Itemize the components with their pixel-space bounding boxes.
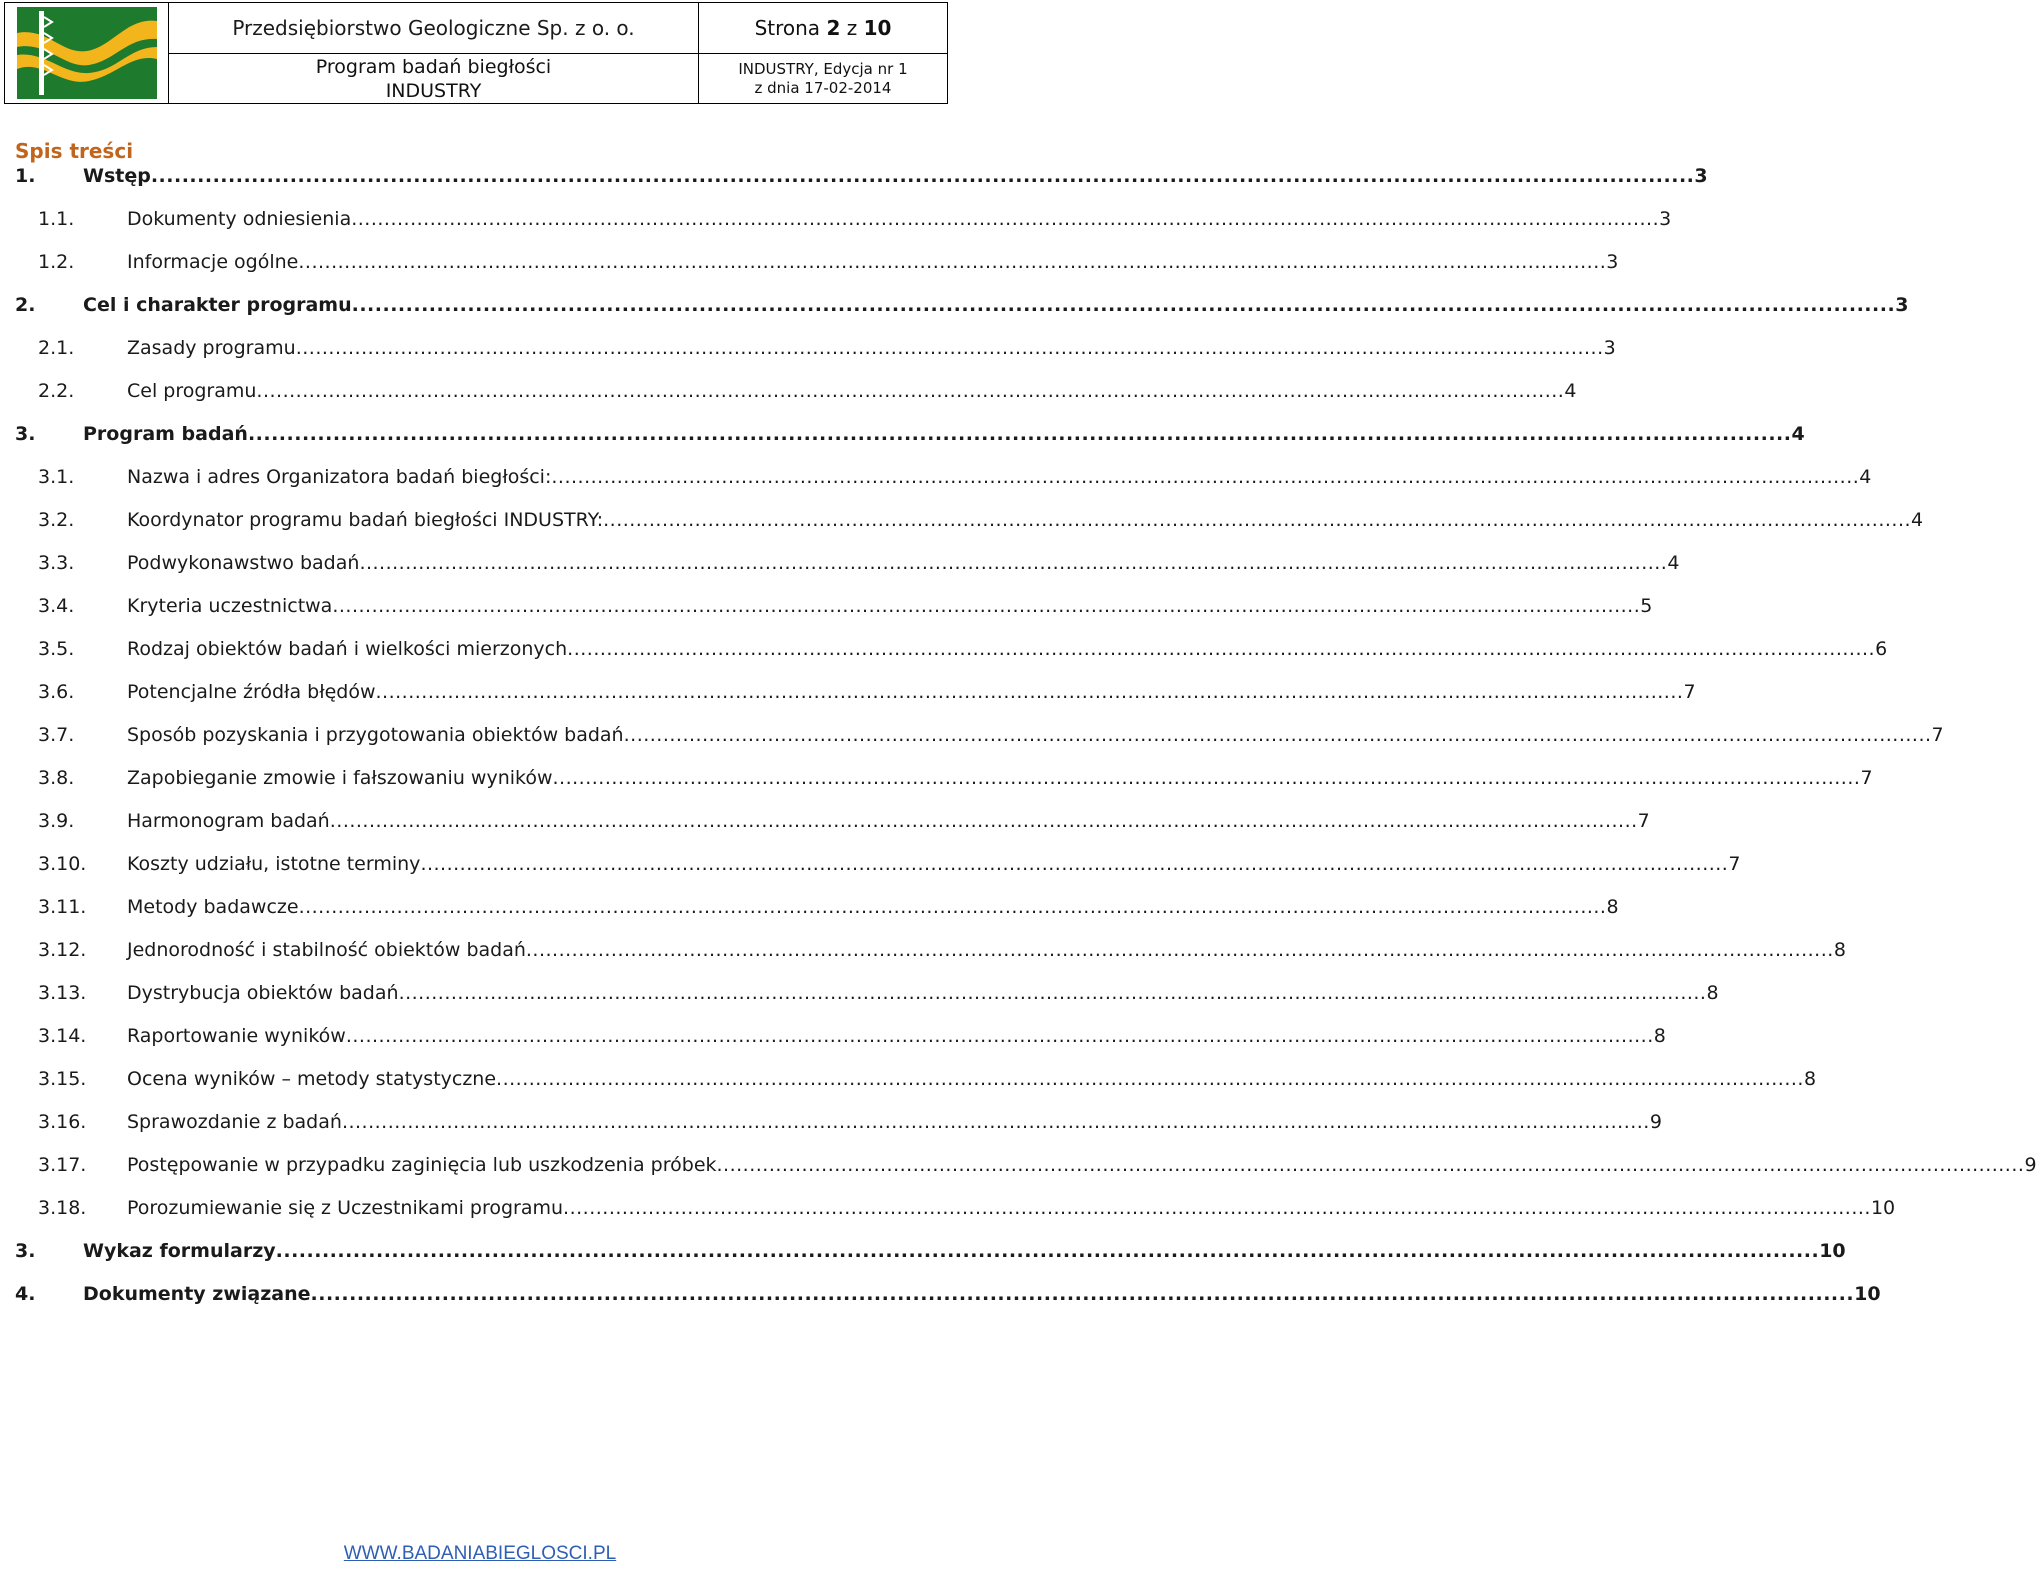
toc-entry-page: 10 [1870, 1197, 1896, 1219]
toc-entry[interactable] [38, 638, 1888, 666]
toc-entry-page: 8 [1833, 939, 1846, 961]
toc-entry-title: Dokumenty związane [83, 1283, 311, 1305]
toc-entry[interactable] [15, 1283, 1881, 1311]
toc-entry-number: 3.14. [38, 1025, 87, 1047]
toc-entry-number: 3.7. [38, 724, 75, 746]
toc-entry-leader: ........................................................................................................................................................................................................ [332, 595, 1641, 617]
toc-entry-page: 10 [1819, 1240, 1846, 1262]
toc-entry-number: 3.2. [38, 509, 75, 531]
toc-entry-number: 3.18. [38, 1197, 87, 1219]
toc-entry-number: 3.5. [38, 638, 75, 660]
toc-entry-leader: ........................................................................................................................................................................................................ [310, 1283, 1855, 1305]
toc-entry-page: 3 [1694, 165, 1708, 187]
toc-entry-leader: ........................................................................................................................................................................................................ [716, 1154, 2025, 1176]
toc-entry-leader: ........................................................................................................................................................................................................ [603, 509, 1912, 531]
toc-entry-leader: ........................................................................................................................................................................................................ [525, 939, 1834, 961]
toc-entry-title: Rodzaj obiektów badań i wielkości mierzonych [127, 638, 568, 660]
page-current: 2 [826, 16, 841, 40]
toc-entry-page: 9 [1649, 1111, 1662, 1133]
toc-entry[interactable] [38, 595, 1653, 623]
toc-entry-title: Porozumiewanie się z Uczestnikami programu [127, 1197, 564, 1219]
toc-entry-title: Harmonogram badań [127, 810, 330, 832]
toc-entry[interactable] [38, 466, 1872, 494]
toc-entry-number: 3.9. [38, 810, 75, 832]
toc-entry-title: Cel programu [127, 380, 257, 402]
toc-entry-number: 3.3. [38, 552, 75, 574]
toc-entry[interactable] [38, 681, 1696, 709]
toc-entry[interactable] [38, 251, 1619, 279]
toc-entry-title: Zasady programu [127, 337, 296, 359]
toc-entry-title: Sposób pozyskania i przygotowania obiektów badań [127, 724, 624, 746]
edition-info [699, 54, 947, 103]
toc-entry-leader: ........................................................................................................................................................................................................ [563, 1197, 1871, 1219]
toc-entry-leader: ........................................................................................................................................................................................................ [345, 1025, 1654, 1047]
toc-entry-title: Dystrybucja obiektów badań [127, 982, 399, 1004]
toc-entry-number: 3.12. [38, 939, 87, 961]
program-line-2: INDUSTRY [385, 79, 482, 102]
toc-entry-page: 4 [1564, 380, 1577, 402]
toc-entry[interactable] [38, 1111, 1662, 1139]
toc-entry-leader: ........................................................................................................................................................................................................ [329, 810, 1638, 832]
logo-cell [5, 3, 169, 103]
edition-line-1: INDUSTRY, Edycja nr 1 [738, 59, 908, 78]
toc-entry-page: 6 [1875, 638, 1888, 660]
toc-entry-page: 8 [1653, 1025, 1666, 1047]
toc-entry-number: 1. [15, 165, 36, 187]
toc-entry-title: Program badań [83, 423, 248, 445]
toc-entry-title: Cel i charakter programu [83, 294, 352, 316]
toc-entry-number: 3.4. [38, 595, 75, 617]
toc-entry-number: 2.1. [38, 337, 75, 359]
toc-entry-page: 9 [2024, 1154, 2037, 1176]
toc-entry-leader: ........................................................................................................................................................................................................ [552, 767, 1861, 789]
toc-entry-page: 4 [1911, 509, 1924, 531]
toc-entry-number: 3.17. [38, 1154, 87, 1176]
toc-entry[interactable] [38, 1068, 1817, 1096]
toc-entry-page: 3 [1895, 294, 1909, 316]
toc-entry-number: 4. [15, 1283, 36, 1305]
toc-title: Spis treści [15, 139, 134, 163]
toc-entry-number: 3.10. [38, 853, 87, 875]
page-number [699, 3, 947, 54]
toc-entry-page: 4 [1859, 466, 1872, 488]
toc-entry[interactable] [38, 1154, 2037, 1182]
toc-entry-leader: ........................................................................................................................................................................................................ [359, 552, 1668, 574]
toc-entry[interactable] [15, 423, 1805, 451]
toc-entry-number: 3.13. [38, 982, 87, 1004]
toc-entry-title: Informacje ogólne [127, 251, 299, 273]
toc-entry[interactable] [38, 896, 1619, 924]
toc-entry-title: Sprawozdanie z badań [127, 1111, 342, 1133]
toc-entry-title: Nazwa i adres Organizatora badań biegłości: [127, 466, 552, 488]
toc-entry-page: 7 [1860, 767, 1873, 789]
toc-entry-page: 5 [1640, 595, 1653, 617]
toc-entry-number: 3.6. [38, 681, 75, 703]
toc-entry-page: 4 [1791, 423, 1805, 445]
toc-entry-title: Kryteria uczestnictwa [127, 595, 333, 617]
toc-entry-leader: ........................................................................................................................................................................................................ [420, 853, 1729, 875]
toc-entry-number: 3. [15, 423, 36, 445]
toc-entry-title: Podwykonawstwo badań [127, 552, 360, 574]
toc-entry-leader: ........................................................................................................................................................................................................ [247, 423, 1792, 445]
toc-entry-title: Ocena wyników – metody statystyczne [127, 1068, 497, 1090]
toc-entry-page: 3 [1659, 208, 1672, 230]
page-of: z [846, 16, 858, 40]
toc-entry-leader: ........................................................................................................................................................................................................ [623, 724, 1932, 746]
toc-entry[interactable] [38, 939, 1846, 967]
company-name: Przedsiębiorstwo Geologiczne Sp. z o. o. [169, 3, 699, 54]
toc-entry-number: 3.1. [38, 466, 75, 488]
toc-entry[interactable] [15, 294, 1909, 322]
toc-entry-leader: ........................................................................................................................................................................................................ [275, 1240, 1820, 1262]
toc-entry-leader: ........................................................................................................................................................................................................ [567, 638, 1876, 660]
edition-line-2: z dnia 17-02-2014 [754, 78, 892, 97]
toc-entry[interactable] [38, 552, 1680, 580]
toc-entry-title: Potencjalne źródła błędów [127, 681, 376, 703]
toc-entry-title: Dokumenty odniesienia [127, 208, 352, 230]
program-name [169, 54, 699, 103]
toc-entry-page: 7 [1728, 853, 1741, 875]
toc-entry-page: 8 [1706, 982, 1719, 1004]
toc-entry-leader: ........................................................................................................................................................................................................ [351, 208, 1660, 230]
website-link[interactable]: WWW.BADANIABIEGLOSCI.PL [343, 1543, 617, 1564]
toc-entry-number: 3.8. [38, 767, 75, 789]
toc-entry-leader: ........................................................................................................................................................................................................ [375, 681, 1684, 703]
page-word: Strona [754, 16, 821, 40]
toc-entry-page: 7 [1637, 810, 1650, 832]
toc-entry-title: Koszty udziału, istotne terminy [127, 853, 421, 875]
toc-entry-page: 3 [1603, 337, 1616, 359]
toc-entry[interactable] [38, 1025, 1666, 1053]
toc-entry-page: 7 [1931, 724, 1944, 746]
toc-entry[interactable] [38, 724, 1944, 752]
toc-entry-leader: ........................................................................................................................................................................................................ [298, 896, 1607, 918]
toc-entry[interactable] [38, 767, 1873, 795]
toc-entry[interactable] [38, 509, 1924, 537]
toc-entry[interactable] [38, 380, 1577, 408]
toc-entry-title: Wstęp [83, 165, 151, 187]
toc-entry-page: 10 [1854, 1283, 1881, 1305]
toc-entry-number: 2.2. [38, 380, 75, 402]
toc-entry-title: Koordynator programu badań biegłości INDUSTRY: [127, 509, 604, 531]
toc-entry-page: 4 [1667, 552, 1680, 574]
toc-entry-title: Metody badawcze [127, 896, 299, 918]
toc-entry-number: 1.1. [38, 208, 75, 230]
toc-entry-number: 3.11. [38, 896, 87, 918]
toc-entry-number: 3.15. [38, 1068, 87, 1090]
page-total: 10 [863, 16, 892, 40]
toc-entry-title: Zapobieganie zmowie i fałszowaniu wyników [127, 767, 553, 789]
toc-entry-leader: ........................................................................................................................................................................................................ [295, 337, 1604, 359]
document-header [4, 2, 948, 104]
toc-entry[interactable] [38, 853, 1741, 881]
toc-entry-number: 1.2. [38, 251, 75, 273]
toc-entry[interactable] [15, 165, 1708, 193]
toc-entry[interactable] [38, 337, 1616, 365]
toc-entry-leader: ........................................................................................................................................................................................................ [398, 982, 1707, 1004]
toc-entry-number: 2. [15, 294, 36, 316]
program-line-1: Program badań biegłości [315, 55, 552, 78]
toc-entry-title: Raportowanie wyników [127, 1025, 346, 1047]
toc-entry-leader: ........................................................................................................................................................................................................ [341, 1111, 1650, 1133]
toc-entry-title: Postępowanie w przypadku zaginięcia lub uszkodzenia próbek [127, 1154, 717, 1176]
toc-entry-leader: ........................................................................................................................................................................................................ [496, 1068, 1804, 1090]
company-logo-icon [17, 7, 157, 99]
toc-entry-title: Wykaz formularzy [83, 1240, 276, 1262]
toc-entry-leader: ........................................................................................................................................................................................................ [256, 380, 1565, 402]
toc-entry-page: 3 [1606, 251, 1619, 273]
toc-entry-page: 7 [1683, 681, 1696, 703]
toc-entry[interactable] [38, 208, 1672, 236]
toc-entry-page: 8 [1606, 896, 1619, 918]
toc-entry-leader: ........................................................................................................................................................................................................ [551, 466, 1860, 488]
toc-entry-leader: ........................................................................................................................................................................................................ [150, 165, 1695, 187]
toc-entry[interactable] [38, 810, 1650, 838]
toc-entry-leader: ........................................................................................................................................................................................................ [351, 294, 1896, 316]
toc-entry[interactable] [15, 1240, 1846, 1268]
toc-entry-number: 3.16. [38, 1111, 87, 1133]
toc-entry-page: 8 [1803, 1068, 1817, 1090]
toc-entry[interactable] [38, 982, 1719, 1010]
toc-entry-number: 3. [15, 1240, 36, 1262]
toc-entry-title: Jednorodność i stabilność obiektów badań [127, 939, 526, 961]
toc-entry[interactable] [38, 1197, 1896, 1225]
toc-entry-leader: ........................................................................................................................................................................................................ [298, 251, 1607, 273]
